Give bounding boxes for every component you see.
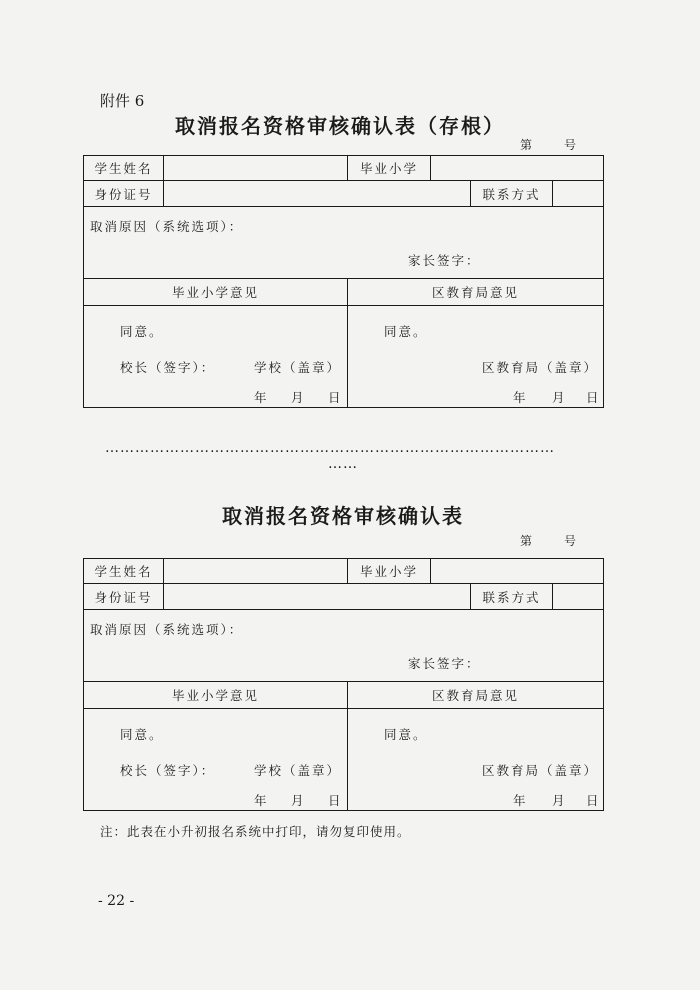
school-year-label: 年 [254,793,269,808]
bureau-agree-text: 同意。 [384,324,428,339]
principal-signature-label: 校长（签字）： [120,763,216,778]
contact-label: 联系方式 [471,181,553,206]
form-row-opinions [84,709,603,810]
contact-field[interactable] [553,584,603,609]
bureau-opinion-header: 区教育局意见 [431,688,519,703]
school-opinion-cell [84,306,348,407]
bureau-seal-label: 区教育局（盖章） [482,360,599,375]
confirmation-form-stub [83,155,604,408]
id-number-field[interactable] [164,181,471,206]
bureau-year-label: 年 [513,390,528,405]
student-name-label: 学生姓名 [84,156,164,180]
bureau-day-label: 日 [586,390,601,405]
id-number-field[interactable] [164,584,471,609]
page-number: - 22 - [98,893,135,909]
serial-number: 第 号 [520,534,579,548]
bureau-opinion-cell [348,709,603,810]
id-number-label: 身份证号 [84,181,164,206]
school-day-label: 日 [328,390,343,405]
form-row-reason [84,610,603,682]
primary-school-label: 毕业小学 [348,559,431,583]
footnote: 注：此表在小升初报名系统中打印，请勿复印使用。 [100,824,411,839]
primary-school-field[interactable] [431,559,603,583]
form-title: 取消报名资格审核确认表 [222,504,464,528]
cancel-reason-label: 取消原因（系统选项）： [90,622,244,637]
attachment-label: 附件 6 [100,92,145,110]
student-name-field[interactable] [164,559,348,583]
bureau-day-label: 日 [586,793,601,808]
bureau-opinion-header: 区教育局意见 [431,285,519,300]
contact-field[interactable] [553,181,603,206]
primary-school-label: 毕业小学 [348,156,431,180]
school-agree-text: 同意。 [120,727,164,742]
cut-line: ……………………………………………………………………………… [105,440,555,456]
form-row-reason [84,207,603,279]
bureau-seal-label: 区教育局（盖章） [482,763,599,778]
student-name-label: 学生姓名 [84,559,164,583]
student-name-field[interactable] [164,156,348,180]
form-row-id-contact [84,181,603,207]
serial-number-stub: 第 号 [520,138,579,152]
bureau-year-label: 年 [513,793,528,808]
parent-signature-label: 家长签字： [408,253,481,268]
bureau-month-label: 月 [552,390,567,405]
primary-school-field[interactable] [431,156,603,180]
parent-signature-label: 家长签字： [408,656,481,671]
school-opinion-header: 毕业小学意见 [84,279,348,305]
form-row-opinion-headers [84,682,603,709]
school-month-label: 月 [291,793,306,808]
bureau-month-label: 月 [552,793,567,808]
school-year-label: 年 [254,390,269,405]
form-row-name-school [84,559,603,584]
cancel-reason-label: 取消原因（系统选项）： [90,219,244,234]
cut-line-tail: …… [328,456,358,472]
bureau-agree-text: 同意。 [384,727,428,742]
form-title-stub: 取消报名资格审核确认表（存根） [175,114,505,138]
form-row-opinions [84,306,603,407]
school-day-label: 日 [328,793,343,808]
school-opinion-cell [84,709,348,810]
school-seal-label: 学校（盖章） [254,763,342,778]
id-number-label: 身份证号 [84,584,164,609]
principal-signature-label: 校长（签字）： [120,360,216,375]
bureau-opinion-cell [348,306,603,407]
form-row-opinion-headers [84,279,603,306]
school-opinion-header: 毕业小学意见 [84,682,348,708]
school-agree-text: 同意。 [120,324,164,339]
form-row-id-contact [84,584,603,610]
confirmation-form [83,558,604,811]
school-seal-label: 学校（盖章） [254,360,342,375]
school-month-label: 月 [291,390,306,405]
form-row-name-school [84,156,603,181]
contact-label: 联系方式 [471,584,553,609]
